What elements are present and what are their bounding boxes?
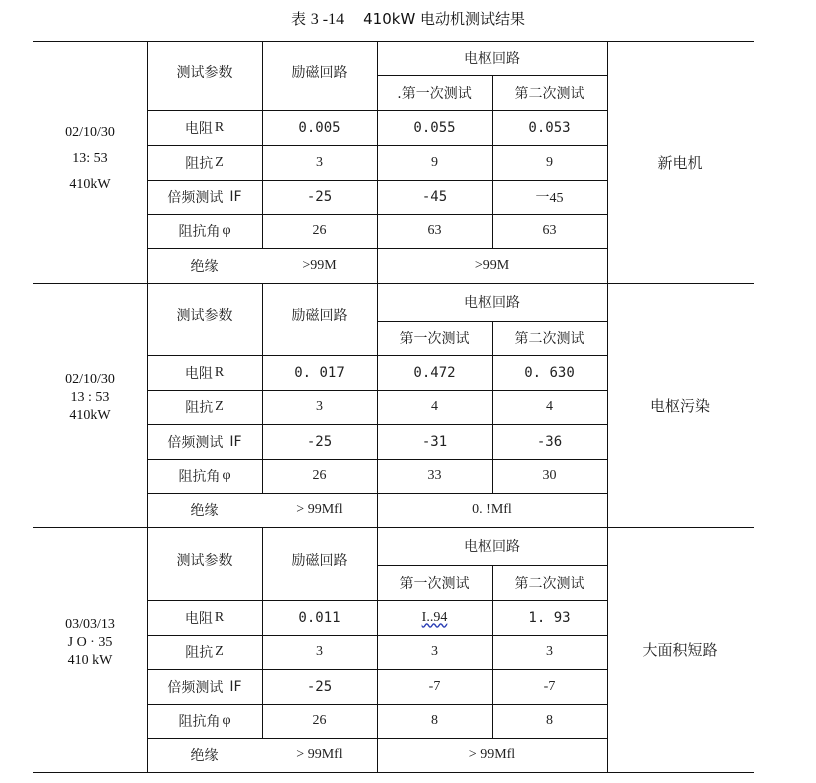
first-test-text: 0.055 xyxy=(413,119,456,136)
second-test-value: -36 xyxy=(536,433,563,450)
param-symbol: Z xyxy=(215,399,224,414)
row-label xyxy=(147,669,262,704)
second-test-value: 一45 xyxy=(535,191,564,206)
row-label xyxy=(147,459,262,493)
test-date-info xyxy=(33,120,147,198)
table-rule xyxy=(33,772,754,773)
insulation-label: 绝缘 xyxy=(190,503,219,519)
header-test-params: 测试参数 xyxy=(176,552,233,569)
field-value: -25 xyxy=(306,433,333,450)
test-time: 13 : 53 xyxy=(70,390,110,405)
header-first-test: 第一次测试 xyxy=(399,331,470,347)
second-test-value: 8 xyxy=(546,713,553,728)
field-value: 26 xyxy=(312,468,327,483)
second-test-value: 0.053 xyxy=(528,119,571,136)
first-test-text: -45 xyxy=(421,189,448,205)
test-date-info xyxy=(33,371,147,425)
first-test-text: -7 xyxy=(428,678,441,694)
param-symbol: IF xyxy=(229,678,242,695)
header-armature-circuit: 电枢回路 xyxy=(464,51,520,67)
first-test-value xyxy=(377,600,492,635)
field-value: -25 xyxy=(306,678,333,695)
param-symbol: R xyxy=(214,609,225,625)
first-test-value xyxy=(377,145,492,180)
second-test-value: 63 xyxy=(542,223,557,238)
param-symbol: R xyxy=(214,364,225,380)
field-value: 3 xyxy=(316,644,323,659)
first-test-value xyxy=(377,635,492,669)
test-date: 03/03/13 xyxy=(65,616,115,632)
field-value: 26 xyxy=(312,713,327,728)
row-label xyxy=(147,110,262,145)
row-label xyxy=(147,600,262,635)
test-date-info xyxy=(33,616,147,670)
first-test-value xyxy=(377,355,492,390)
row-label xyxy=(147,214,262,248)
row-label xyxy=(147,424,262,459)
header-armature-circuit: 电枢回路 xyxy=(464,295,520,311)
param-name: 阻抗角 xyxy=(178,714,221,730)
param-name: 阻抗 xyxy=(185,400,214,416)
header-test-params: 测试参数 xyxy=(176,64,233,81)
header-armature-circuit: 电枢回路 xyxy=(464,539,520,555)
insulation-field-value: >99M xyxy=(302,257,337,273)
insulation-label: 绝缘 xyxy=(190,258,219,275)
second-test-value: 4 xyxy=(546,399,553,414)
param-name: 阻抗角 xyxy=(178,469,221,485)
motor-rating: 410kW xyxy=(69,177,111,192)
motor-rating: 410 kW xyxy=(67,652,113,668)
header-field-circuit: 励磁回路 xyxy=(291,308,348,324)
first-test-text: 33 xyxy=(427,468,442,483)
first-test-text: 8 xyxy=(431,713,438,728)
insulation-field-value: > 99Mfl xyxy=(296,747,343,762)
param-name: 阻抗角 xyxy=(178,224,221,240)
second-test-value: 0. 630 xyxy=(524,364,575,381)
header-second-test: 第二次测试 xyxy=(514,331,585,347)
field-value: 3 xyxy=(316,399,323,414)
param-name: 电阻 xyxy=(184,610,213,627)
param-symbol: IF xyxy=(229,189,242,205)
insulation-field-value: > 99Mfl xyxy=(296,502,343,517)
caption-text: 410kW 电动机测试结果 xyxy=(363,10,526,28)
param-symbol: φ xyxy=(222,713,231,728)
first-test-text: 3 xyxy=(431,644,438,659)
insulation-armature-value: 0. !Mfl xyxy=(472,502,512,517)
second-test-value: 1. 93 xyxy=(528,609,571,626)
first-test-text: 0.472 xyxy=(413,364,456,381)
first-test-value xyxy=(377,390,492,424)
first-test-text: -31 xyxy=(421,433,448,450)
param-name: 电阻 xyxy=(184,120,213,137)
row-label xyxy=(147,145,262,180)
row-label xyxy=(147,390,262,424)
first-test-value xyxy=(377,110,492,145)
param-name: 倍频测试 xyxy=(167,679,224,696)
test-date: 02/10/30 xyxy=(65,372,115,387)
param-name: 倍频测试 xyxy=(167,434,224,451)
field-value: 0.005 xyxy=(298,119,341,136)
insulation-armature-value: > 99Mfl xyxy=(468,747,516,762)
field-value: 26 xyxy=(312,223,327,238)
test-time: 13: 53 xyxy=(72,151,108,166)
field-value: 3 xyxy=(316,154,323,170)
row-label xyxy=(147,635,262,669)
param-name: 电阻 xyxy=(184,365,213,382)
conclusion: 电枢污染 xyxy=(649,396,710,415)
first-test-value xyxy=(377,214,492,248)
header-second-test: 第二次测试 xyxy=(514,85,585,102)
first-test-value xyxy=(377,180,492,214)
param-symbol: Z xyxy=(215,154,224,170)
conclusion: 新电机 xyxy=(657,153,703,172)
param-symbol: φ xyxy=(222,468,231,483)
header-first-test: 第一次测试 xyxy=(399,575,470,592)
param-name: 阻抗 xyxy=(185,155,214,172)
second-test-value: -7 xyxy=(543,678,556,694)
row-label xyxy=(147,704,262,738)
test-time: J O · 35 xyxy=(67,634,113,650)
insulation-label: 绝缘 xyxy=(190,748,219,764)
second-test-value: 30 xyxy=(542,468,557,483)
header-field-circuit: 励磁回路 xyxy=(291,64,348,81)
row-label xyxy=(147,355,262,390)
conclusion: 大面积短路 xyxy=(642,641,718,659)
table-caption xyxy=(0,8,816,29)
first-test-value xyxy=(377,704,492,738)
test-date: 02/10/30 xyxy=(65,125,115,140)
motor-rating: 410kW xyxy=(69,408,111,423)
first-test-text: 63 xyxy=(427,223,442,238)
param-symbol: φ xyxy=(222,223,231,238)
header-field-circuit: 励磁回路 xyxy=(291,552,348,569)
caption-number: 3 -14 xyxy=(310,11,345,28)
header-second-test: 第二次测试 xyxy=(514,575,585,592)
first-test-value xyxy=(377,669,492,704)
param-name: 倍频测试 xyxy=(167,190,224,206)
insulation-armature-value: >99M xyxy=(474,257,510,273)
param-symbol: IF xyxy=(229,433,242,450)
param-symbol: R xyxy=(214,119,225,135)
param-name: 阻抗 xyxy=(185,645,214,661)
header-test-params: 测试参数 xyxy=(176,308,233,324)
second-test-value: 9 xyxy=(546,154,553,170)
param-symbol: Z xyxy=(215,644,224,659)
field-value: 0. 017 xyxy=(294,364,345,381)
first-test-value xyxy=(377,459,492,493)
first-test-text: I..94 xyxy=(421,609,448,625)
caption-prefix: 表 xyxy=(290,10,306,28)
second-test-value: 3 xyxy=(546,644,553,659)
row-label xyxy=(147,180,262,214)
field-value: 0.011 xyxy=(298,609,341,626)
first-test-value xyxy=(377,424,492,459)
first-test-text: 4 xyxy=(431,399,438,414)
first-test-text: 9 xyxy=(431,154,438,170)
field-value: -25 xyxy=(306,189,333,205)
header-first-test: .第一次测试 xyxy=(397,85,472,102)
